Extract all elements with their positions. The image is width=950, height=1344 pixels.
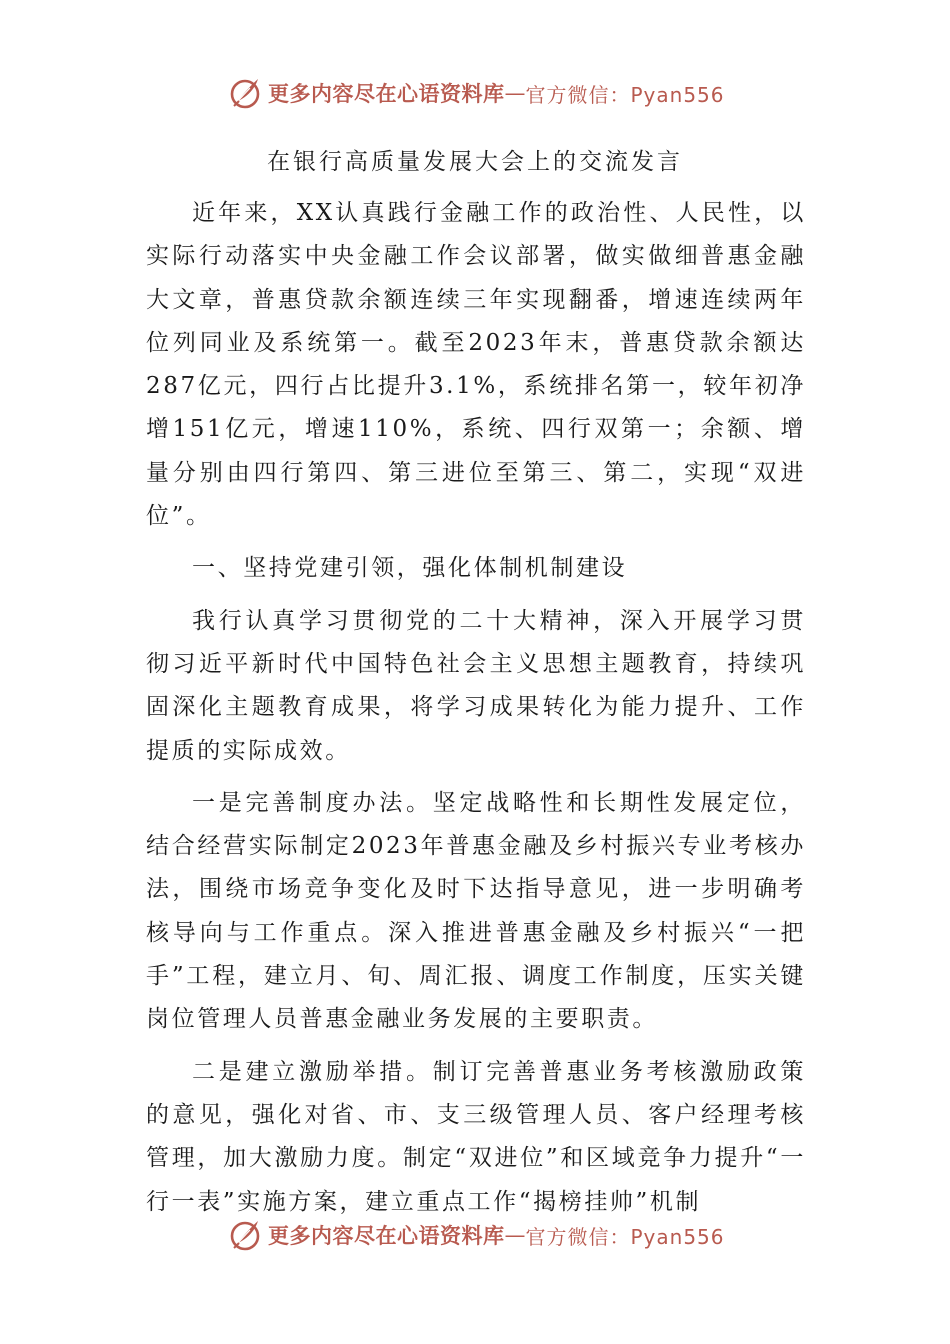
watermark-header (228, 73, 725, 113)
feather-pen-logo-icon (228, 76, 262, 110)
intro-paragraph: 近年来，XX认真践行金融工作的政治性、人民性，以实际行动落实中央金融工作会议部署，做实做细普惠金融大文章，普惠贷款余额连续三年实现翻番，增速连续两年位列同业及系统第一。截至2023年末，普惠贷款余额达287亿元，四行占比提升3.1%，系统排名第一，较年初净增151亿元，增速110%，系统、四行双第一；余额、增量分别由四行第四、第三进位至第三、第二，实现“双进位”。 (146, 200, 806, 530)
watermark-separator: — (504, 1223, 526, 1247)
section-heading: 一、坚持党建引领，强化体制机制建设 (192, 555, 628, 582)
point-one-paragraph: 一是完善制度办法。坚定战略性和长期性发展定位，结合经营实际制定2023年普惠金融及乡村振兴专业考核办法，围绕市场竞争变化及时下达指导意见，进一步明确考核导向与工作重点。深入推进普惠金融及乡村振兴“一把手”工程，建立月、旬、周汇报、调度工作制度，压实关键岗位管理人员普惠金融业务发展的主要职责。 (146, 789, 806, 1033)
watermark-contact: 官方微信：Pyan556 (525, 82, 725, 107)
watermark-brand-text: 更多内容尽在心语资料库 (268, 82, 505, 106)
point-two-paragraph: 二是建立激励举措。制订完善普惠业务考核激励政策的意见，强化对省、市、支三级管理人员、客户经理考核管理，加大激励力度。制定“双进位”和区域竞争力提升“一行一表”实施方案，建立重点工作“揭榜挂帅”机制 (146, 1058, 806, 1215)
document-title: 在银行高质量发展大会上的交流发言 (267, 149, 683, 175)
watermark-brand-text: 更多内容尽在心语资料库 (268, 1224, 505, 1248)
section-paragraph: 我行认真学习贯彻党的二十大精神，深入开展学习贯彻习近平新时代中国特色社会主义思想主题教育，持续巩固深化主题教育成果，将学习成果转化为能力提升、工作提质的实际成效。 (146, 607, 806, 764)
document-body (146, 192, 806, 1233)
watermark-contact: 官方微信：Pyan556 (525, 1224, 725, 1249)
watermark-footer (228, 1215, 725, 1255)
watermark-separator: — (504, 81, 526, 105)
feather-pen-logo-icon (228, 1218, 262, 1252)
